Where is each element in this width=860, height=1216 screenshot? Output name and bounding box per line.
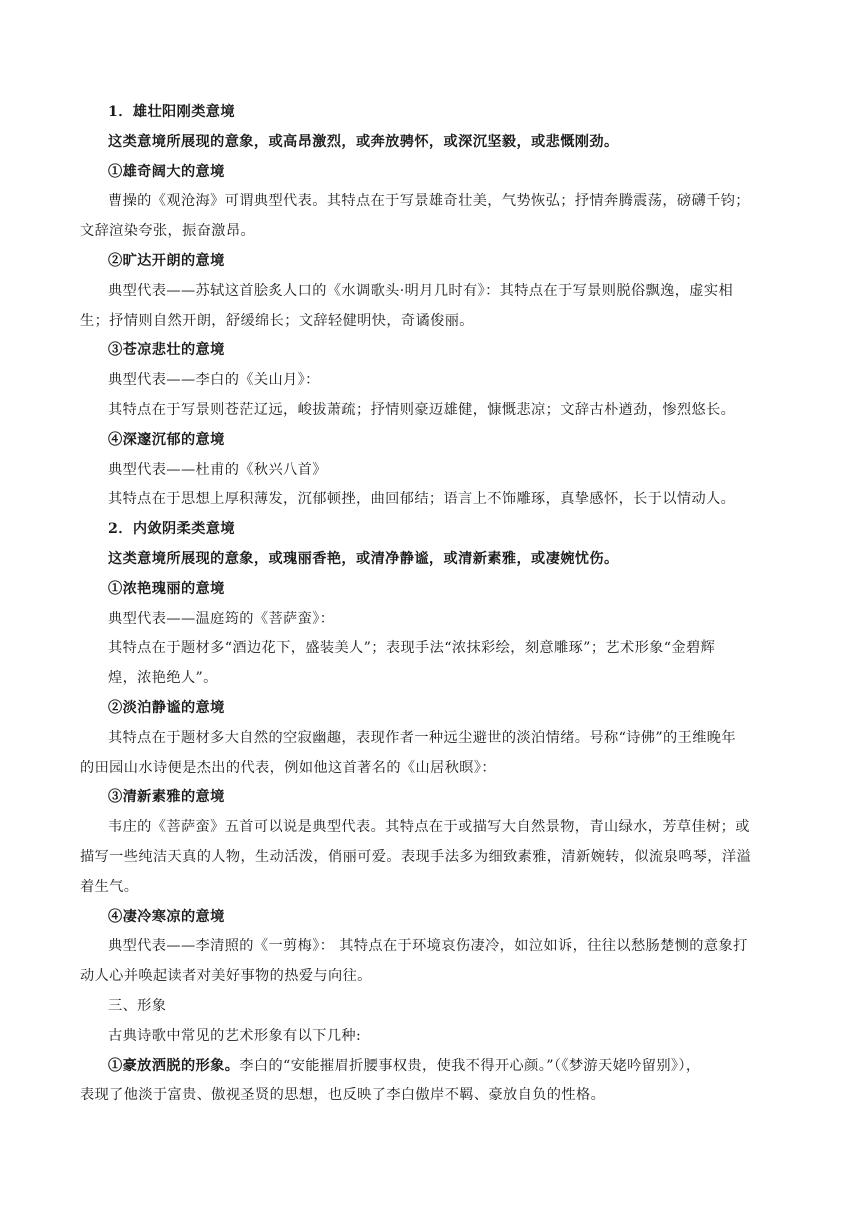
body-text-line: 表现了他淡于富贵、傲视圣贤的思想，也反映了李白傲岸不羁、豪放自负的性格。 <box>80 1087 606 1104</box>
body-text-line: 典型代表——苏轼这首脍炙人口的《水调歌头·明月几时有》：其特点在于写景则脱俗飘逸，虚实相 <box>108 282 734 299</box>
section-heading: ①雄奇阔大的意境 <box>108 163 225 180</box>
body-text-line: 典型代表——温庭筠的《菩萨蛮》： <box>108 610 335 627</box>
last-paragraph-line <box>108 1052 784 1082</box>
body-text-line: 典型代表——杜甫的《秋兴八首》 <box>108 461 327 478</box>
body-text-line: 古典诗歌中常见的艺术形象有以下几种: <box>108 1027 362 1044</box>
section-heading: 2．内敛阴柔类意境 <box>108 521 235 538</box>
document-page <box>80 98 784 1111</box>
body-text-line: 典型代表——李清照的《一剪梅》： 其特点在于环境哀伤凄冷，如泣如诉，往往以愁肠楚恻的意象打 <box>108 938 748 955</box>
body-text-line: 动人心并唤起读者对美好事物的热爱与向往。 <box>80 968 372 985</box>
body-text-line: 描写一些纯洁天真的人物，生动活泼，俏丽可爱。表现手法多为细致素雅，清新婉转，似流泉鸣琴，洋溢 <box>80 848 752 865</box>
bold-lead: ①豪放洒脱的形象。 <box>108 1057 240 1074</box>
body-text-line: 其特点在于题材多大自然的空寂幽趣，表现作者一种远尘避世的淡泊情绪。号称“诗佛”的王维晚年 <box>108 729 736 746</box>
section-heading: 1．雄壮阳刚类意境 <box>108 104 235 120</box>
body-text: 李白的“安能摧眉折腰事权贵，使我不得开心颜。”（《梦游天姥吟留别》）， <box>239 1057 701 1074</box>
body-text-line: 生；抒情则自然开朗，舒缓绵长；文辞轻健明快，奇谲俊丽。 <box>80 312 474 329</box>
body-text-line: 着生气。 <box>80 878 139 895</box>
body-text-line: 煌，浓艳绝人”。 <box>108 670 218 687</box>
section-heading: ②淡泊静谧的意境 <box>108 699 225 716</box>
body-text-line: 韦庄的《菩萨蛮》五首可以说是典型代表。其特点在于或描写大自然景物，青山绿水，芳草佳树；或 <box>108 819 750 836</box>
body-text-line: 的田园山水诗便是杰出的代表，例如他这首著名的《山居秋暝》： <box>80 759 496 776</box>
section-heading: 这类意境所展现的意象，或瑰丽香艳，或清净静谧，或清新素雅，或凄婉忧伤。 <box>108 550 619 567</box>
body-text-line: 曹操的《观沧海》可谓典型代表。其特点在于写景雄奇壮美，气势恢弘；抒情奔腾震荡，磅礴千钧； <box>108 193 750 210</box>
body-text-line: 其特点在于题材多“酒边花下，盛装美人”；表现手法“浓抹彩绘，刻意雕琢”；艺术形象“金碧辉 <box>108 640 716 657</box>
section-heading: ④深邃沉郁的意境 <box>108 431 225 448</box>
section-heading: ③清新素雅的意境 <box>108 789 225 806</box>
body-text-line: 典型代表——李白的《关山月》： <box>108 372 320 389</box>
body-text-line: 其特点在于写景则苍茫辽远，峻拔萧疏；抒情则豪迈雄健，慷慨悲凉；文辞古朴遒劲，惨烈悠长。 <box>108 401 736 418</box>
section-heading: ①浓艳瑰丽的意境 <box>108 580 225 597</box>
body-text-line: 其特点在于思想上厚积薄发，沉郁顿挫，曲回郁结；语言上不饰雕琢，真挚感怀，长于以情动人。 <box>108 491 736 508</box>
section-heading: ③苍凉悲壮的意境 <box>108 342 225 359</box>
body-text-line: 文辞渲染夸张，振奋激昂。 <box>80 223 256 240</box>
section-heading: ②旷达开朗的意境 <box>108 252 225 269</box>
body-text-line: 三、形象 <box>108 997 167 1014</box>
section-heading: ④凄冷寒凉的意境 <box>108 908 225 925</box>
section-heading: 这类意境所展现的意象，或高昂激烈，或奔放骋怀，或深沉坚毅，或悲慨刚劲。 <box>108 133 619 150</box>
